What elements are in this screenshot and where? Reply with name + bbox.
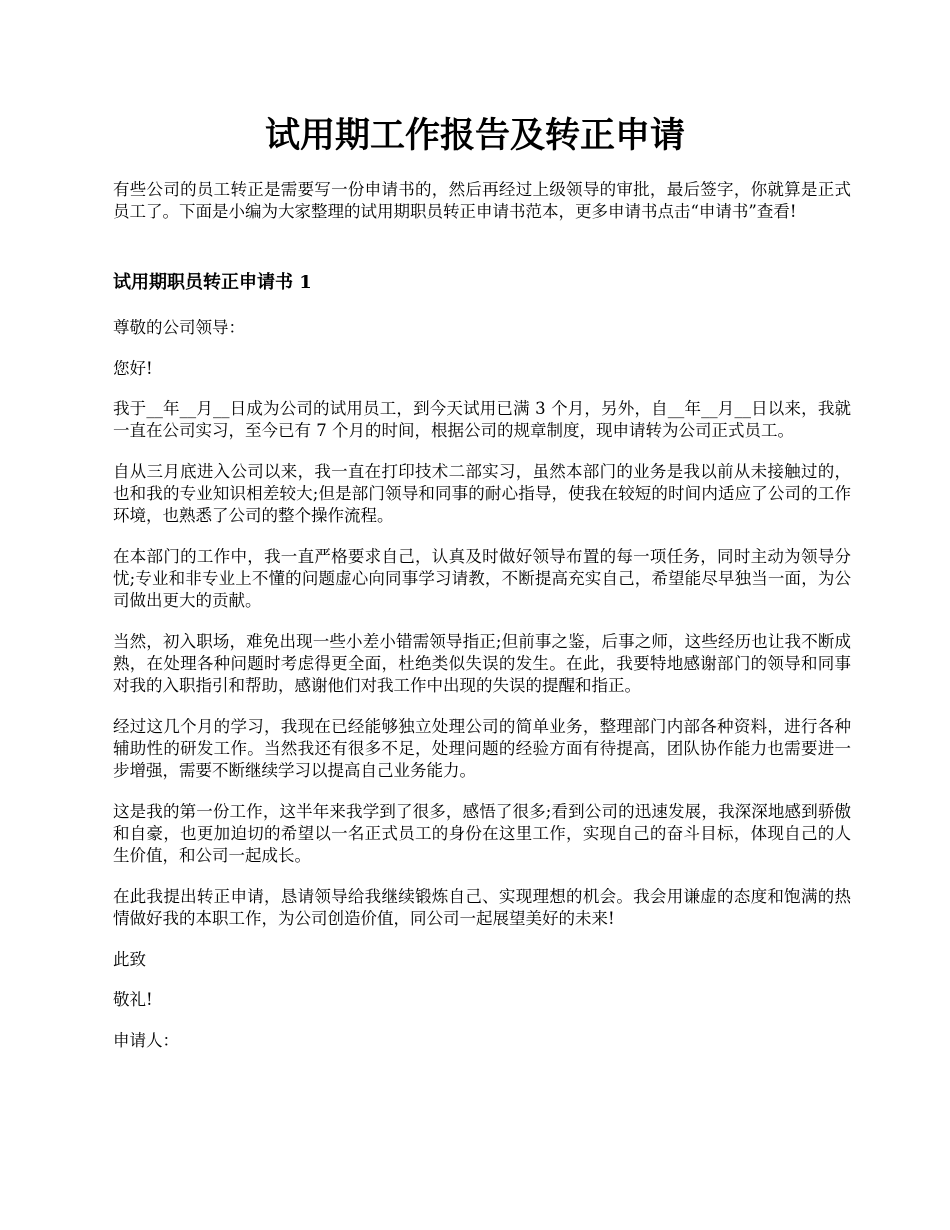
body-paragraph-reflection: 这是我的第一份工作，这半年来我学到了很多，感悟了很多;看到公司的迅速发展，我深深地感到骄傲和自豪，也更加迫切的希望以一名正式员工的身份在这里工作，实现自己的奋斗目标，体现自己的人生价值，和公司一起成长。	[113, 801, 851, 866]
applicant-signature-line: 申请人：	[113, 1030, 179, 1050]
body-paragraph-gratitude: 当然，初入职场，难免出现一些小差小错需领导指正;但前事之鉴，后事之师，这些经历也让我不断成熟，在处理各种问题时考虑得更全面，杜绝类似失误的发生。在此，我要特地感谢部门的领导和同事对我的入职指引和帮助，感谢他们对我工作中出现的失误的提醒和指正。	[113, 631, 851, 696]
document-title: 试用期工作报告及转正申请	[264, 115, 685, 156]
intro-paragraph: 有些公司的员工转正是需要写一份申请书的，然后再经过上级领导的审批，最后签字，你就算是正式员工了。下面是小编为大家整理的试用期职员转正申请书范本，更多申请书点击“申请书”查看!	[113, 180, 851, 222]
body-paragraph-progress: 经过这几个月的学习，我现在已经能够独立处理公司的简单业务，整理部门内部各种资料，进行各种辅助性的研发工作。当然我还有很多不足，处理问题的经验方面有待提高，团队协作能力也需要进一步增强，需要不断继续学习以提高自己业务能力。	[113, 716, 851, 781]
body-paragraph-probation: 我于__年__月__日成为公司的试用员工，到今天试用已满 3 个月，另外，自__年__月__日以来，我就一直在公司实习，至今已有 7 个月的时间，根据公司的规章制度，现申请转为公司正式员工。	[113, 399, 851, 441]
intro-section	[113, 179, 851, 223]
salutation: 尊敬的公司领导：	[113, 318, 245, 337]
body-paragraph-work-attitude: 在本部门的工作中，我一直严格要求自己，认真及时做好领导布置的每一项任务，同时主动为领导分忧;专业和非专业上不懂的问题虚心向同事学习请教，不断提高充实自己，希望能尽早独当一面，为公司做出更大的贡献。	[113, 546, 851, 611]
closing-salute: 敬礼!	[113, 990, 153, 1010]
section-heading: 试用期职员转正申请书 1	[113, 272, 312, 293]
greeting: 您好!	[113, 358, 153, 378]
body-paragraph-request: 在此我提出转正申请，恳请领导给我继续锻炼自己、实现理想的机会。我会用谦虚的态度和饱满的热情做好我的本职工作，为公司创造价值，同公司一起展望美好的未来!	[113, 886, 851, 929]
body-paragraph-internship: 自从三月底进入公司以来，我一直在打印技术二部实习，虽然本部门的业务是我以前从未接触过的，也和我的专业知识相差较大;但是部门领导和同事的耐心指导，使我在较短的时间内适应了公司的工作环境，也熟悉了公司的整个操作流程。	[113, 461, 851, 526]
letter-body	[113, 317, 851, 1052]
closing-line: 此致	[113, 949, 146, 969]
